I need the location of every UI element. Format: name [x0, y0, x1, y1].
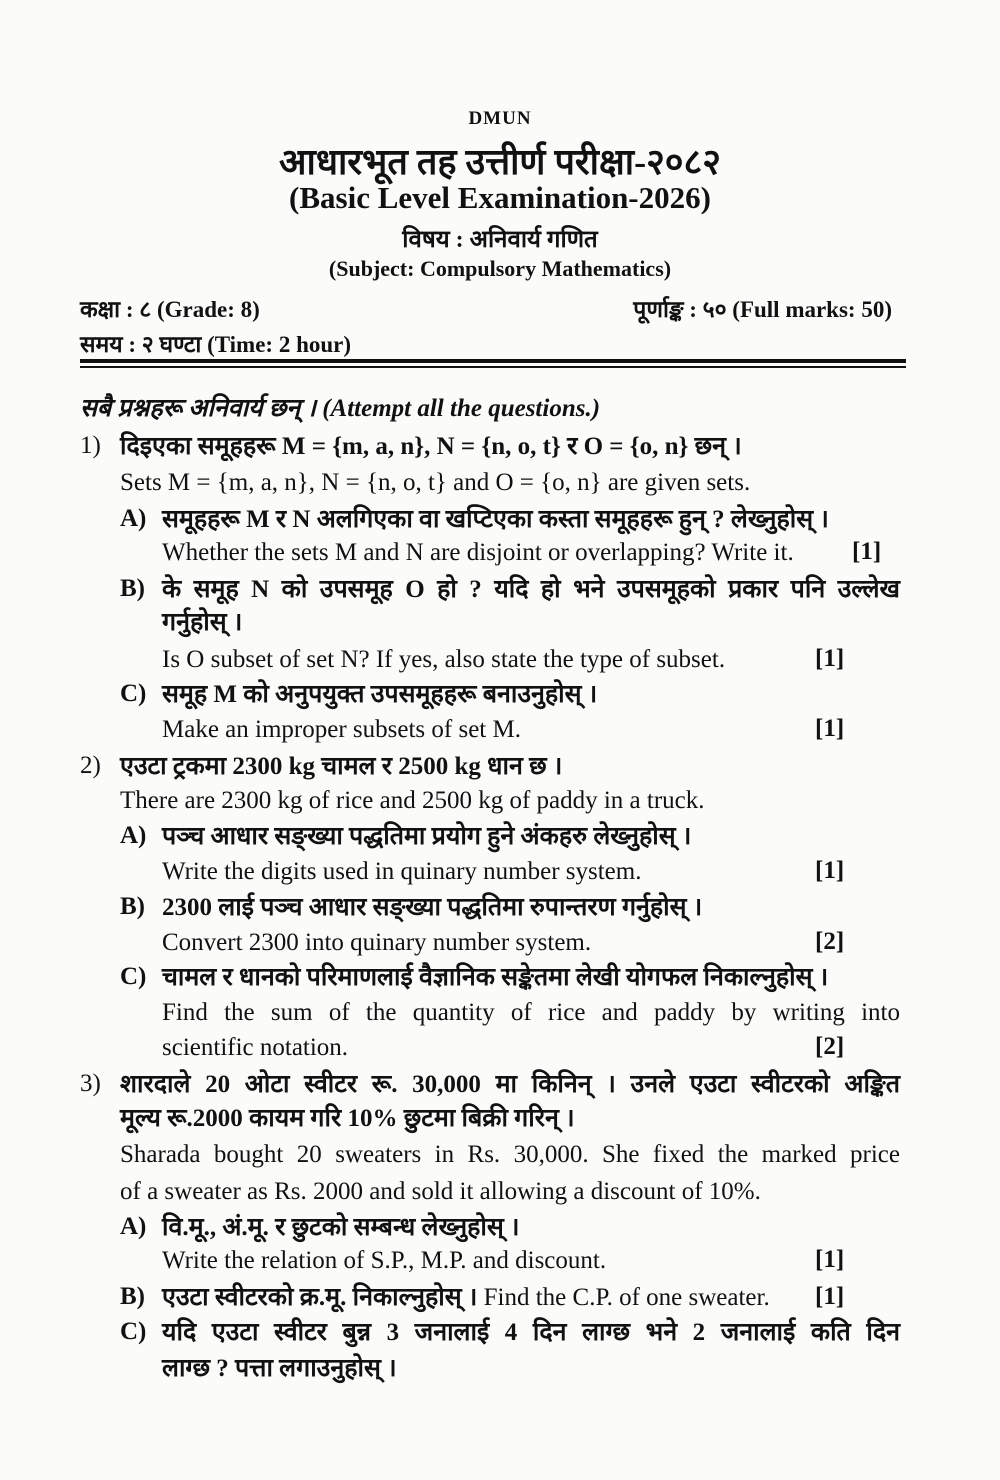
grade-label: कक्षा : ८ (Grade: 8) — [80, 297, 260, 322]
part-text-english: Whether the sets M and N are disjoint or overlapping? Write it. — [162, 539, 794, 566]
part-text-english: Write the relation of S.P., M.P. and discount. — [162, 1247, 607, 1274]
subject-nepali: विषय : अनिवार्य गणित — [402, 227, 598, 253]
part-text-nepali: यदि एउटा स्वीटर बुन्न 3 जनालाई 4 दिन लाग्छ भने 2 जनालाई कति दिन — [162, 1319, 900, 1346]
part-text-english-continued: scientific notation. — [162, 1034, 349, 1061]
time-label: समय : २ घण्टा (Time: 2 hour) — [80, 332, 352, 357]
question-text-nepali: दिइएका समूहहरू M = {m, a, n}, N = {n, o, t} र O = {o, n} छन् । — [120, 433, 742, 460]
question-text-nepali: एउटा ट्रकमा 2300 kg चामल र 2500 kg धान छ । — [120, 753, 563, 780]
part-marks: [1] — [852, 538, 882, 565]
part-label: C) — [120, 680, 147, 707]
part-text-english: Find the C.P. of one sweater. — [483, 1284, 770, 1311]
question-text-nepali-continued: मूल्य रू.2000 कायम गरि 10% छुटमा बिक्री गरिन् । — [120, 1105, 575, 1132]
part-text-nepali-continued: गर्नुहोस् । — [162, 609, 243, 636]
subject-english: (Subject: Compulsory Mathematics) — [328, 256, 672, 281]
part-text-english: Find the sum of the quantity of rice and paddy by writing into — [162, 999, 900, 1026]
part-marks: [1] — [815, 857, 845, 884]
part-marks: [1] — [815, 645, 845, 672]
part-marks: [1] — [815, 1246, 845, 1273]
part-text-nepali: समूहहरू M र N अलगिएका वा खप्टिएका कस्ता समूहहरू हुन् ? लेख्नुहोस् । — [162, 506, 829, 533]
part-text-english: Make an improper subsets of set M. — [162, 716, 521, 743]
part-marks: [2] — [815, 1033, 845, 1060]
part-label: C) — [120, 963, 147, 990]
part-marks: [2] — [815, 928, 845, 955]
part-text-english: Convert 2300 into quinary number system. — [162, 929, 592, 956]
question-number: 1) — [80, 432, 101, 459]
part-text-nepali: पञ्च आधार सङ्ख्या पद्धतिमा प्रयोग हुने अंकहरु लेख्नुहोस् । — [162, 823, 692, 850]
part-text-combined — [162, 1283, 770, 1313]
instruction-text: सबै प्रश्नहरू अनिवार्य छन् । (Attempt all the questions.) — [80, 395, 601, 422]
question-number: 3) — [80, 1070, 101, 1097]
question-text-english: Sharada bought 20 sweaters in Rs. 30,000. She fixed the marked price — [120, 1141, 900, 1168]
question-number: 2) — [80, 752, 101, 779]
part-label: B) — [120, 893, 145, 920]
part-text-nepali: के समूह N को उपसमूह O हो ? यदि हो भने उपसमूहको प्रकार पनि उल्लेख — [162, 576, 900, 603]
part-marks: [1] — [815, 715, 845, 742]
part-label: A) — [120, 505, 147, 532]
part-text-nepali: 2300 लाई पञ्च आधार सङ्ख्या पद्धतिमा रुपान्तरण गर्नुहोस् । — [162, 894, 703, 921]
part-label: A) — [120, 1213, 147, 1240]
header-rule-thin — [80, 366, 906, 368]
part-label: B) — [120, 575, 145, 602]
part-text-nepali: एउटा स्वीटरको क्र.मू. निकाल्नुहोस् । — [162, 1284, 478, 1311]
part-label: B) — [120, 1283, 145, 1310]
school-code: DMUN — [468, 108, 532, 129]
question-text-english: There are 2300 kg of rice and 2500 kg of paddy in a truck. — [120, 787, 705, 814]
part-text-english: Is O subset of set N? If yes, also state the type of subset. — [162, 646, 726, 673]
full-marks-label: पूर्णाङ्क : ५० (Full marks: 50) — [633, 297, 892, 322]
part-text-english: Write the digits used in quinary number system. — [162, 858, 642, 885]
part-text-nepali-continued: लाग्छ ? पत्ता लगाउनुहोस् । — [162, 1355, 397, 1382]
part-marks: [1] — [815, 1283, 845, 1310]
part-text-nepali: चामल र धानको परिमाणलाई वैज्ञानिक सङ्केतमा लेखी योगफल निकाल्नुहोस् । — [162, 964, 829, 991]
exam-title-english: (Basic Level Examination-2026) — [289, 180, 711, 215]
question-text-nepali: शारदाले 20 ओटा स्वीटर रू. 30,000 मा किनिन् । उनले एउटा स्वीटरको अङ्कित — [120, 1071, 900, 1098]
part-text-nepali: समूह M को अनुपयुक्त उपसमूहहरू बनाउनुहोस् । — [162, 681, 598, 708]
question-text-english: Sets M = {m, a, n}, N = {n, o, t} and O = {o, n} are given sets. — [120, 469, 751, 496]
question-text-english-continued: of a sweater as Rs. 2000 and sold it allowing a discount of 10%. — [120, 1178, 761, 1205]
header-rule-thick — [80, 359, 906, 363]
part-text-nepali: वि.मू., अं.मू. र छुटको सम्बन्ध लेख्नुहोस् । — [162, 1214, 520, 1241]
part-label: C) — [120, 1318, 147, 1345]
part-label: A) — [120, 822, 147, 849]
exam-title-nepali: आधारभूत तह उत्तीर्ण परीक्षा-२०८२ — [279, 142, 721, 182]
